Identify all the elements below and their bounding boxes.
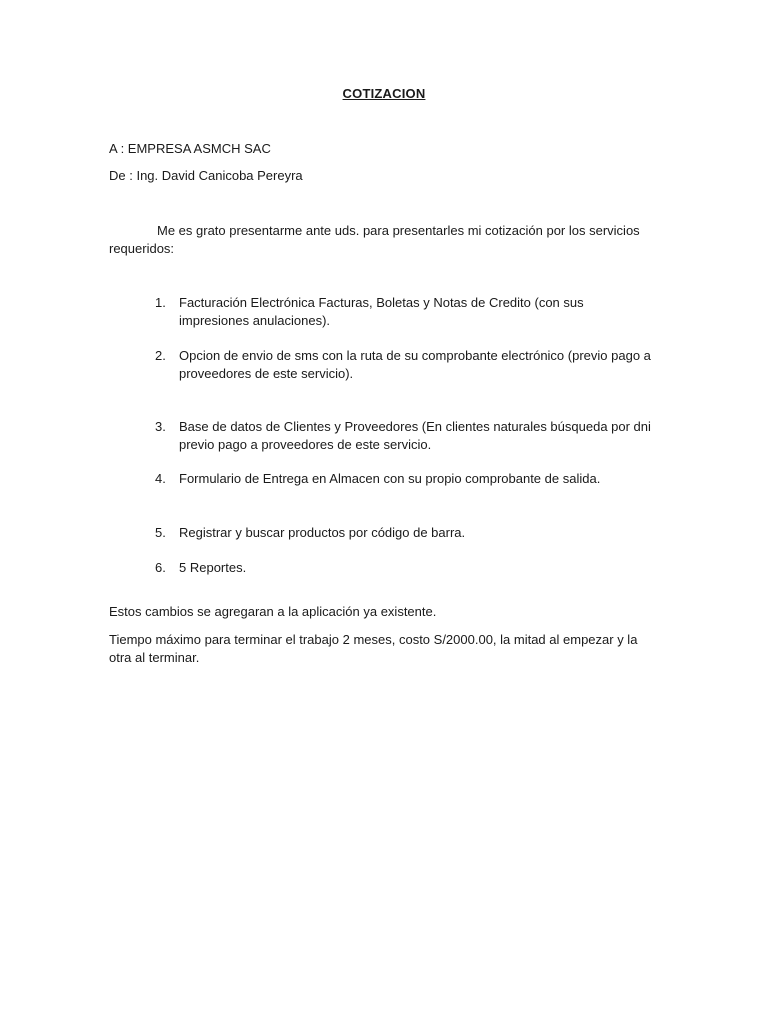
intro-paragraph: Me es grato presentarme ante uds. para presentarles mi cotización por los servicios requeridos:	[109, 223, 640, 256]
list-item-text: Base de datos de Clientes y Proveedores (En clientes naturales búsqueda por dni previo pago a proveedores de este servicio.	[179, 419, 651, 452]
list-item	[155, 294, 655, 330]
document-title: COTIZACION	[342, 86, 426, 101]
list-item	[155, 470, 655, 488]
list-item	[155, 559, 655, 577]
list-item	[155, 418, 655, 454]
recipient-line: A : EMPRESA ASMCH SAC	[109, 141, 271, 156]
sender-line: De : Ing. David Canicoba Pereyra	[109, 168, 303, 183]
closing-paragraph-changes: Estos cambios se agregaran a la aplicación ya existente.	[109, 604, 437, 619]
list-item-number: 2.	[155, 348, 166, 363]
list-item	[155, 524, 655, 542]
list-item-text: 5 Reportes.	[179, 560, 247, 575]
list-item-number: 4.	[155, 471, 166, 486]
list-item-number: 1.	[155, 295, 166, 310]
list-item-text: Formulario de Entrega en Almacen con su propio comprobante de salida.	[179, 471, 601, 486]
list-item-text: Facturación Electrónica Facturas, Boletas y Notas de Credito (con sus impresiones anulaciones).	[179, 295, 584, 328]
list-item-number: 6.	[155, 560, 166, 575]
list-item-text: Opcion de envio de sms con la ruta de su comprobante electrónico (previo pago a proveedores de este servicio).	[179, 348, 651, 381]
closing-paragraph-terms: Tiempo máximo para terminar el trabajo 2 meses, costo S/2000.00, la mitad al empezar y la otra al terminar.	[109, 632, 638, 665]
list-item-number: 5.	[155, 525, 166, 540]
list-item-number: 3.	[155, 419, 166, 434]
list-item-text: Registrar y buscar productos por código de barra.	[179, 525, 466, 540]
list-item	[155, 347, 655, 383]
